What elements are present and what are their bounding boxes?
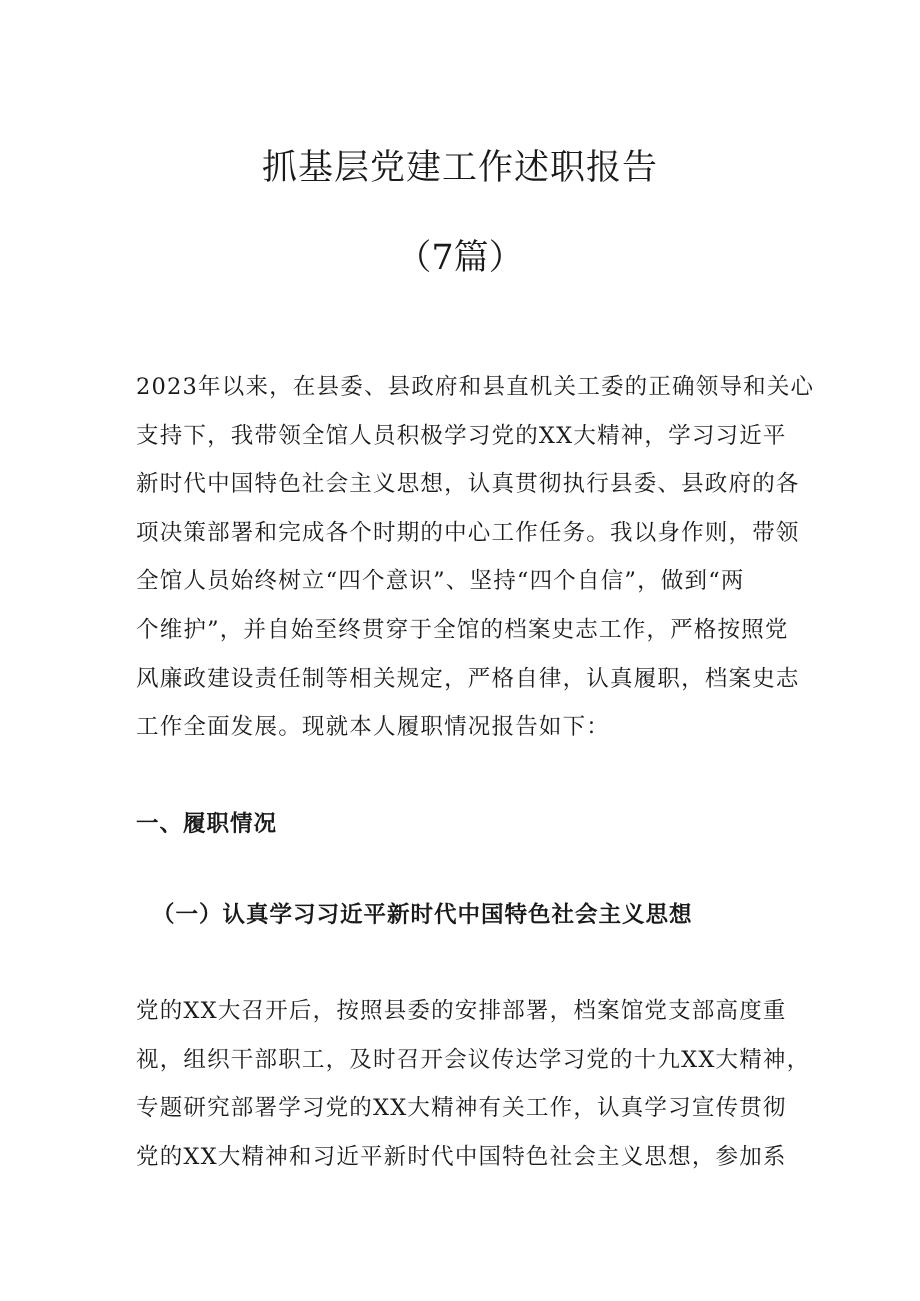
paragraph-line: 个维护”，并自始至终贯穿于全馆的档案史志工作，严格按照党 bbox=[136, 616, 789, 643]
body-paragraph bbox=[136, 987, 816, 1181]
paragraph-line: 风廉政建设责任制等相关规定，严格自律，认真履职，档案史志 bbox=[136, 665, 800, 692]
section-heading: 一、履职情况 bbox=[136, 811, 278, 837]
paragraph-line: 新时代中国特色社会主义思想，认真贯彻执行县委、县政府的各 bbox=[136, 471, 800, 498]
paragraph-line: 工作全面发展。现就本人履职情况报告如下： bbox=[136, 714, 611, 741]
document-subtitle: （7篇） bbox=[396, 238, 524, 278]
paragraph-line: 支持下，我带领全馆人员积极学习党的XX大精神，学习习近平 bbox=[136, 422, 787, 449]
document-title: 抓基层党建工作述职报告 bbox=[261, 148, 658, 188]
paragraph-line: 党的XX大精神和习近平新时代中国特色社会主义思想，参加系 bbox=[136, 1143, 787, 1170]
paragraph-line: 项决策部署和完成各个时期的中心工作任务。我以身作则，带领 bbox=[136, 519, 800, 546]
intro-paragraph bbox=[136, 363, 816, 752]
paragraph-line: 视，组织干部职工，及时召开会议传达学习党的十九XX大精神， bbox=[136, 1046, 811, 1073]
paragraph-line: 全馆人员始终树立“四个意识”、坚持“四个自信”，做到“两 bbox=[136, 568, 745, 595]
paragraph-line: 党的XX大召开后，按照县委的安排部署，档案馆党支部高度重 bbox=[136, 998, 787, 1024]
paragraph-line: 2023年以来，在县委、县政府和县直机关工委的正确领导和关心 bbox=[136, 374, 815, 400]
paragraph-line: 专题研究部署学习党的XX大精神有关工作，认真学习宣传贯彻 bbox=[136, 1095, 787, 1122]
subsection-heading: （一）认真学习习近平新时代中国特色社会主义思想 bbox=[152, 902, 693, 928]
